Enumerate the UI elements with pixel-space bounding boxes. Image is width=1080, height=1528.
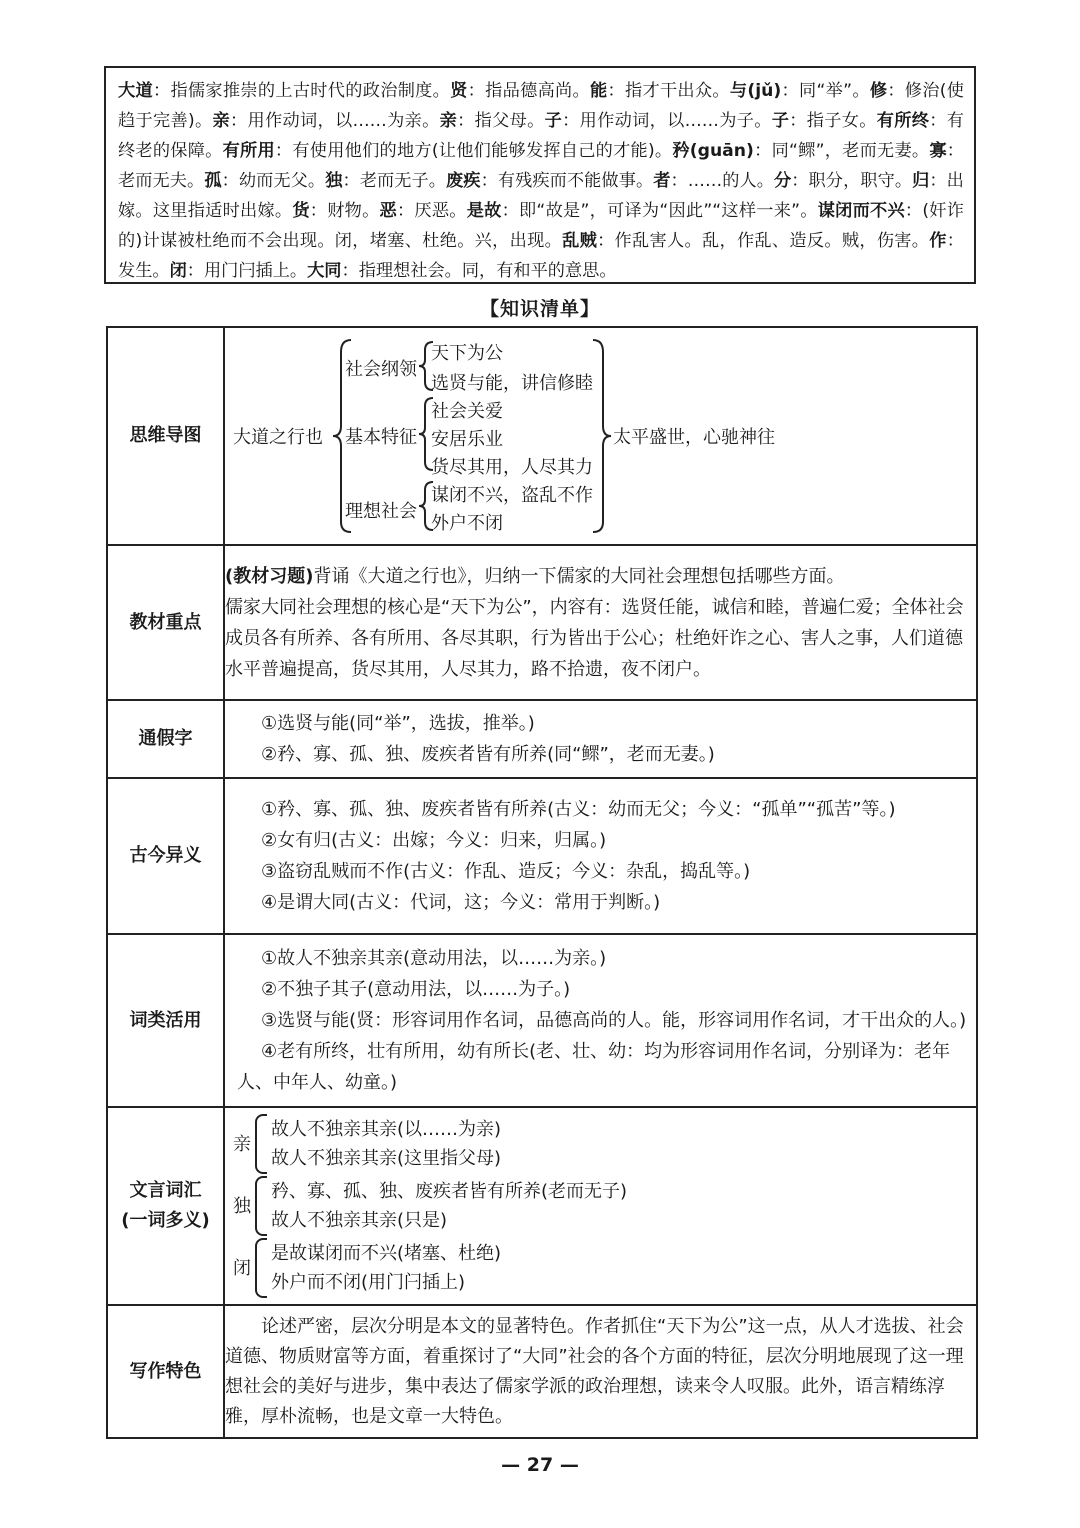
term: 有所终	[876, 111, 930, 131]
term: 亲	[439, 111, 458, 131]
term: 子	[771, 111, 790, 131]
mind-item: 外户不闭	[431, 513, 503, 534]
definition: ：老而无子。	[342, 171, 447, 191]
polysemy-group	[233, 1114, 968, 1174]
row-content: 论述严密，层次分明是本文的显著特色。作者抓住“天下为公”这一点，从人才选拔、社会道德、物质财富等方面，着重探讨了“大同”社会的各个方面的特征，层次分明地展现了这一理想社会的美好与进步，集中表达了儒家学派的政治理想，读来令人叹服。此外，语言精练淳雅，厚朴流畅，也是文章一大特色。	[224, 1305, 977, 1438]
term: 大道	[118, 81, 153, 101]
table-row	[107, 1107, 977, 1305]
mind-conclusion: 太平盛世，心驰神往	[613, 427, 775, 448]
definition: ：发生。	[118, 231, 964, 281]
mind-item: 谋闭不兴，盗乱不作	[431, 485, 593, 506]
polysemy-word: 亲	[233, 1133, 251, 1155]
list-item: ②不独子其子(意动用法，以……为子。)	[261, 979, 571, 1000]
definition: ：指父母。	[457, 111, 545, 131]
definition: ：指理想社会。同，有和平的意思。	[341, 261, 617, 281]
definition: ：职分，职守。	[791, 171, 913, 191]
table-row	[107, 778, 977, 934]
answer-text: 儒家大同社会理想的核心是“天下为公”，内容有：选贤任能，诚信和睦，普遍仁爱；全体社会成员各有所养、各有所用、各尽其职，行为皆出于公心；杜绝奸诈之心、害人之事，人们道德水平普遍提高，货尽其用，人尽其力，路不拾遗，夜不闭户。	[225, 596, 964, 680]
term: 是故	[466, 201, 502, 221]
term: 闭	[169, 261, 187, 281]
list-item: ③盗窃乱贼而不作(古义：作乱、造反；今义：杂乱，捣乱等。)	[261, 861, 751, 882]
definition: ：指品德高尚。	[467, 81, 591, 101]
definition: ：用作动词，以……为子。	[562, 111, 772, 131]
row-label: 教材重点	[107, 545, 224, 700]
term: 修	[869, 81, 888, 101]
row-content	[224, 1107, 977, 1305]
row-content	[224, 700, 977, 778]
mind-item: 货尽其用，人尽其力	[431, 457, 593, 478]
list-item: 故人不独亲其亲(只是)	[271, 1210, 448, 1231]
list-item: ①矜、寡、孤、独、废疾者皆有所养(古义：幼而无父；今义：“孤单”“孤苦”等。)	[261, 799, 896, 820]
definition: ：有使用他们的地方(让他们能够发挥自己的才能)。	[274, 141, 673, 161]
question-tag: (教材习题)	[225, 565, 314, 587]
term: 谋闭而不兴	[817, 201, 905, 221]
definition: ：老而无夫。	[118, 141, 964, 191]
list-item: ③选贤与能(贤：形容词用作名词，品德高尚的人。能，形容词用作名词，才干出众的人。)	[261, 1010, 967, 1031]
term: 归	[912, 171, 930, 191]
mind-item: 选贤与能，讲信修睦	[431, 373, 593, 394]
term: 恶	[379, 201, 397, 221]
row-label: 写作特色	[107, 1305, 224, 1438]
table-row	[107, 700, 977, 778]
polysemy-word: 独	[233, 1195, 251, 1217]
mind-item: 社会关爱	[431, 401, 503, 422]
definition: ：指才干出众。	[607, 81, 730, 101]
row-label-line: (一词多义)	[121, 1210, 210, 1231]
term: 寡	[929, 141, 947, 161]
mind-item: 天下为公	[431, 343, 503, 364]
row-content	[224, 545, 977, 700]
term: 大同	[307, 261, 342, 281]
mind-group-label: 理想社会	[345, 501, 417, 522]
table-row	[107, 327, 977, 545]
mind-group-label: 基本特征	[345, 427, 417, 448]
definition: ：修治(使趋于完善)。	[118, 81, 964, 131]
table-row	[107, 1305, 977, 1438]
definition: ：(奸诈的)计谋被杜绝而不会出现。闭，堵塞、杜绝。兴，出现。	[118, 201, 964, 251]
definition: ：财物。	[309, 201, 380, 221]
table-row	[107, 545, 977, 700]
definition: ：幼而无父。	[221, 171, 326, 191]
list-item: ②矜、寡、孤、独、废疾者皆有所养(同“鳏”，老而无妻。)	[261, 744, 715, 765]
term: 废疾	[446, 171, 481, 191]
term: 子	[544, 111, 563, 131]
term: 独	[325, 171, 343, 191]
row-label: 古今异义	[107, 778, 224, 934]
row-label	[107, 1107, 224, 1305]
definition: ：指子女。	[789, 111, 877, 131]
term: 与(jǔ)	[729, 81, 782, 101]
table-row	[107, 934, 977, 1107]
term: 分	[774, 171, 792, 191]
term: 矜(guān)	[672, 141, 754, 161]
mind-map	[224, 327, 977, 545]
row-label: 通假字	[107, 700, 224, 778]
term: 贤	[450, 81, 468, 101]
section-title: 【知识清单】	[479, 298, 600, 320]
question-text: 背诵《大道之行也》，归纳一下儒家的大同社会理想包括哪些方面。	[313, 565, 845, 587]
definition: ：出嫁。这里指适时出嫁。	[118, 171, 964, 221]
definition: ：指儒家推崇的上古时代的政治制度。	[152, 81, 451, 101]
list-item: ②女有归(古义：出嫁；今义：归来，归属。)	[261, 830, 607, 851]
row-content	[224, 778, 977, 934]
page-number: — 27 —	[501, 1454, 579, 1476]
definition: ：同“举”。	[781, 81, 870, 101]
list-item: ④老有所终，壮有所用，幼有所长(老、壮、幼：均为形容词用作名词，分别译为：老年人、中年人、幼童。)	[237, 1041, 951, 1093]
polysemy-group	[233, 1176, 968, 1236]
polysemy-word: 闭	[233, 1257, 251, 1279]
list-item: 矜、寡、孤、独、废疾者皆有所养(老而无子)	[271, 1181, 628, 1202]
mind-item: 安居乐业	[431, 429, 503, 450]
list-item: 外户而不闭(用门闩插上)	[271, 1272, 466, 1293]
definition: ：用作动词，以……为亲。	[230, 111, 440, 131]
annotation-box	[104, 66, 976, 284]
mind-map-braces	[233, 334, 973, 538]
row-content	[224, 934, 977, 1107]
definition: ：有残疾而不能做事。	[480, 171, 654, 191]
term: 乱贼	[562, 231, 598, 251]
term: 孤	[204, 171, 222, 191]
term: 有所用	[222, 141, 275, 161]
row-label: 词类活用	[107, 934, 224, 1107]
list-item: ①故人不独亲其亲(意动用法，以……为亲。)	[261, 948, 607, 969]
term: 货	[292, 201, 310, 221]
mind-root: 大道之行也	[233, 427, 323, 448]
definition: ：有终老的保障。	[118, 111, 964, 161]
definition: ：即“故是”，可译为“因此”“这样一来”。	[501, 201, 818, 221]
mind-group-label: 社会纲领	[345, 359, 417, 380]
definition: ：作乱害人。乱，作乱、造反。贼，伤害。	[597, 231, 930, 251]
term: 能	[590, 81, 608, 101]
list-item: 故人不独亲其亲(以……为亲)	[271, 1119, 502, 1140]
knowledge-table	[106, 326, 978, 1439]
list-item: ①选贤与能(同“举”，选拔，推举。)	[261, 713, 535, 734]
term: 者	[653, 171, 671, 191]
row-label: 思维导图	[107, 327, 224, 545]
list-item: ④是谓大同(古义：代词，这；今义：常用于判断。)	[261, 892, 661, 913]
term: 亲	[212, 111, 230, 131]
definition: ：同“鳏”，老而无妻。	[753, 141, 930, 161]
definition: ：用门闩插上。	[186, 261, 308, 281]
list-item: 是故谋闭而不兴(堵塞、杜绝)	[271, 1243, 502, 1264]
polysemy-group	[233, 1238, 968, 1298]
definition: ：厌恶。	[396, 201, 467, 221]
term: 作	[929, 231, 947, 251]
row-label-line: 文言词汇	[129, 1180, 202, 1201]
definition: ：……的人。	[670, 171, 775, 191]
list-item: 故人不独亲其亲(这里指父母)	[271, 1148, 502, 1169]
